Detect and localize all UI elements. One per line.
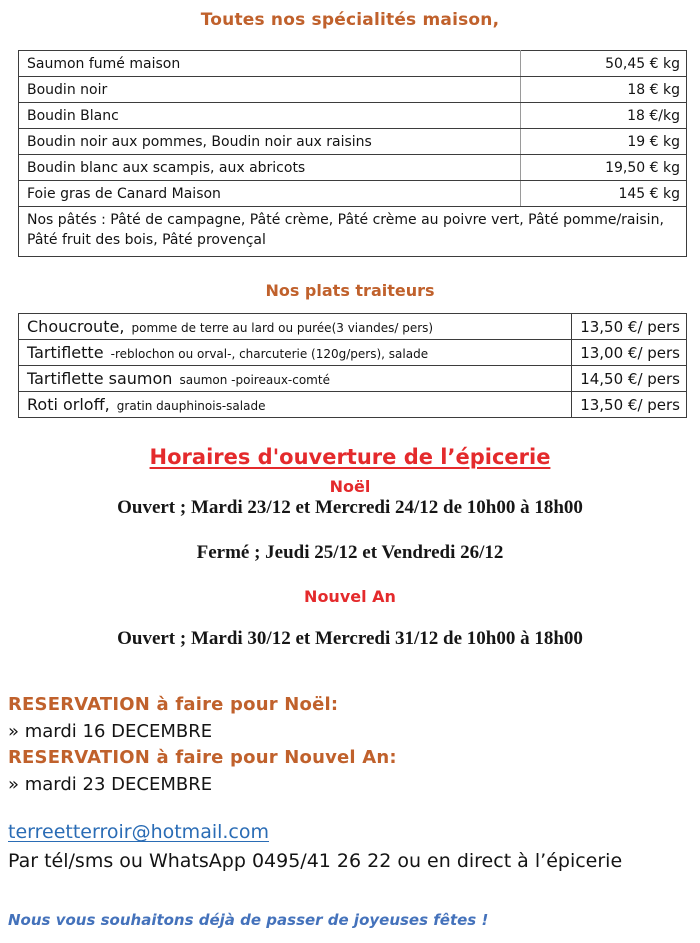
item-price: 19 € kg	[521, 129, 687, 155]
table-row	[19, 51, 687, 77]
page-title: Toutes nos spécialités maison,	[200, 10, 500, 30]
table-row	[19, 314, 687, 340]
reservation-noel-heading: RESERVATION à faire pour Noël:	[8, 694, 339, 715]
item-label: Boudin Blanc	[19, 103, 521, 129]
closing-wishes: Nous vous souhaitons déjà de passer de joyeuses fêtes !	[8, 911, 489, 929]
dish-price: 13,00 €/ pers	[572, 340, 687, 366]
dish-detail: -reblochon ou orval-, charcuterie (120g/pers), salade	[110, 347, 429, 361]
table-row	[19, 181, 687, 207]
table-row	[19, 155, 687, 181]
item-label: Boudin noir	[19, 77, 521, 103]
item-price: 18 € kg	[521, 77, 687, 103]
dish-label	[19, 392, 572, 418]
table-row	[19, 366, 687, 392]
item-price: 19,50 € kg	[521, 155, 687, 181]
item-label: Saumon fumé maison	[19, 51, 521, 77]
item-label: Boudin noir aux pommes, Boudin noir aux raisins	[19, 129, 521, 155]
item-price: 18 €/kg	[521, 103, 687, 129]
dish-detail: pomme de terre au lard ou purée(3 viandes/ pers)	[131, 321, 434, 335]
noel-closed-days: Fermé ; Jeudi 25/12 et Vendredi 26/12	[196, 542, 504, 563]
table-row	[19, 77, 687, 103]
traiteur-table	[18, 313, 687, 418]
dish-name: Choucroute,	[27, 317, 125, 336]
table-row	[19, 340, 687, 366]
table-row	[19, 129, 687, 155]
dish-detail: gratin dauphinois-salade	[116, 399, 266, 413]
dish-label	[19, 314, 572, 340]
noel-label: Noël	[329, 477, 371, 496]
dish-name: Tartiflette	[27, 343, 104, 362]
dish-name: Tartiflette saumon	[27, 369, 173, 388]
item-label: Foie gras de Canard Maison	[19, 181, 521, 207]
noel-open-hours: Ouvert ; Mardi 23/12 et Mercredi 24/12 de 10h00 à 18h00	[117, 497, 583, 518]
dish-label	[19, 366, 572, 392]
item-label: Boudin blanc aux scampis, aux abricots	[19, 155, 521, 181]
nouvel-an-label: Nouvel An	[304, 587, 396, 606]
hours-heading: Horaires d'ouverture de l’épicerie	[149, 445, 551, 469]
dish-label	[19, 340, 572, 366]
dish-detail: saumon -poireaux-comté	[179, 373, 330, 387]
phone-contact-line: Par tél/sms ou WhatsApp 0495/41 26 22 ou en direct à l’épicerie	[8, 850, 623, 872]
dish-name: Roti orloff,	[27, 395, 110, 414]
dish-price: 13,50 €/ pers	[572, 392, 687, 418]
table-row	[19, 103, 687, 129]
reservation-noel-date: » mardi 16 DECEMBRE	[8, 721, 213, 742]
dish-price: 13,50 €/ pers	[572, 314, 687, 340]
specialties-table	[18, 50, 687, 257]
reservation-nouvel-an-date: » mardi 23 DECEMBRE	[8, 774, 213, 795]
table-row	[19, 392, 687, 418]
dish-price: 14,50 €/ pers	[572, 366, 687, 392]
traiteur-heading: Nos plats traiteurs	[265, 281, 435, 300]
nouvel-an-open-hours: Ouvert ; Mardi 30/12 et Mercredi 31/12 de 10h00 à 18h00	[117, 628, 583, 649]
table-footer-row	[19, 207, 687, 257]
reservation-nouvel-an-heading: RESERVATION à faire pour Nouvel An:	[8, 747, 397, 768]
email-link[interactable]: terreetterroir@hotmail.com	[8, 821, 270, 843]
item-price: 50,45 € kg	[521, 51, 687, 77]
item-price: 145 € kg	[521, 181, 687, 207]
pates-note: Nos pâtés : Pâté de campagne, Pâté crème, Pâté crème au poivre vert, Pâté pomme/raisin, Pâté fruit des bois, Pâté provençal	[19, 207, 687, 257]
